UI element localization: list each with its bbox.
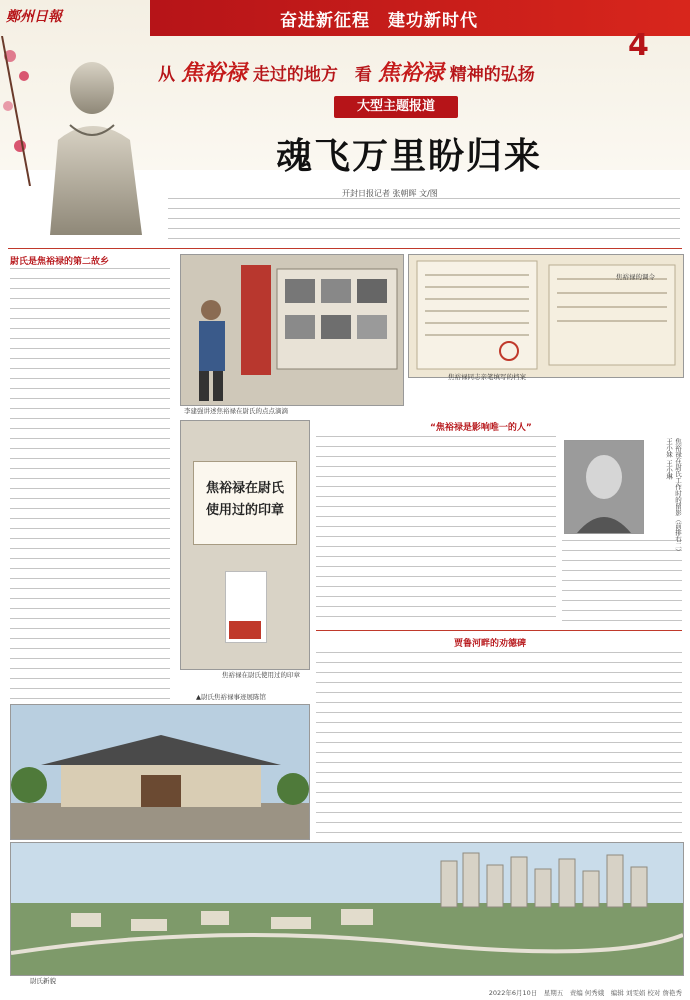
seal-label-line2: 使用过的印章 bbox=[205, 503, 284, 518]
portrait-photo bbox=[564, 440, 644, 534]
section-heading-bottom: 贾鲁河畔的劝德碑 bbox=[454, 639, 527, 649]
seal-label-line1: 焦裕禄在尉氏 bbox=[205, 481, 284, 496]
middle-column-text bbox=[316, 436, 556, 622]
caption-handwritten-file: 焦裕禄同志亲笔填写的档案 bbox=[448, 373, 526, 381]
report-banner: 大型主题报道 bbox=[334, 96, 458, 118]
statue-image bbox=[30, 50, 160, 235]
photo-city-panorama bbox=[10, 842, 684, 976]
page-footer: 2022年6月10日 星期五 责编 何秀娥 编辑 刘雯娟 校对 詹艳秀 bbox=[488, 989, 682, 997]
portrait-caption: 焦裕禄在尉氏工作时的留影（前排右二）王小妹 王小琳 bbox=[665, 438, 682, 555]
caption-exhibition: ▲尉氏焦裕禄事迹展陈馆 bbox=[196, 693, 266, 701]
section-heading-middle: “焦裕禄是影响唯一的人” bbox=[430, 423, 532, 433]
caption-seal: 焦裕禄在尉氏使用过的印章 bbox=[222, 671, 300, 679]
caption-transfer-order: 焦裕禄的调令 bbox=[616, 273, 655, 281]
subheadline: 从 焦裕禄 走过的地方 看 焦裕禄 精神的弘扬 bbox=[158, 60, 535, 86]
lead-paragraph bbox=[168, 198, 680, 250]
photo-seal bbox=[180, 420, 310, 670]
photo-interview bbox=[180, 254, 404, 406]
right-column-text bbox=[562, 540, 682, 626]
section-heading-left: 尉氏是焦裕禄的第二故乡 bbox=[10, 257, 110, 267]
caption-interview: 李建强讲述焦裕禄在尉氏的点点滴滴 bbox=[184, 407, 288, 415]
byline: 开封日报记者 张朝晖 文/图 bbox=[342, 189, 438, 198]
bottom-column-text bbox=[316, 652, 682, 840]
caption-panorama: 尉氏新貌 bbox=[30, 977, 56, 985]
divider-bottom bbox=[316, 630, 682, 631]
article-title: 魂飞万里盼归来 bbox=[276, 135, 543, 177]
slogan-text: 奋进新征程 建功新时代 bbox=[280, 11, 478, 31]
divider bbox=[8, 248, 682, 249]
left-column-text bbox=[10, 268, 170, 700]
photo-exhibition-hall bbox=[10, 704, 310, 840]
blossom-decoration bbox=[0, 36, 40, 186]
newspaper-logo: 鄭州日報 bbox=[6, 9, 62, 25]
page-number: 4 bbox=[628, 28, 649, 63]
